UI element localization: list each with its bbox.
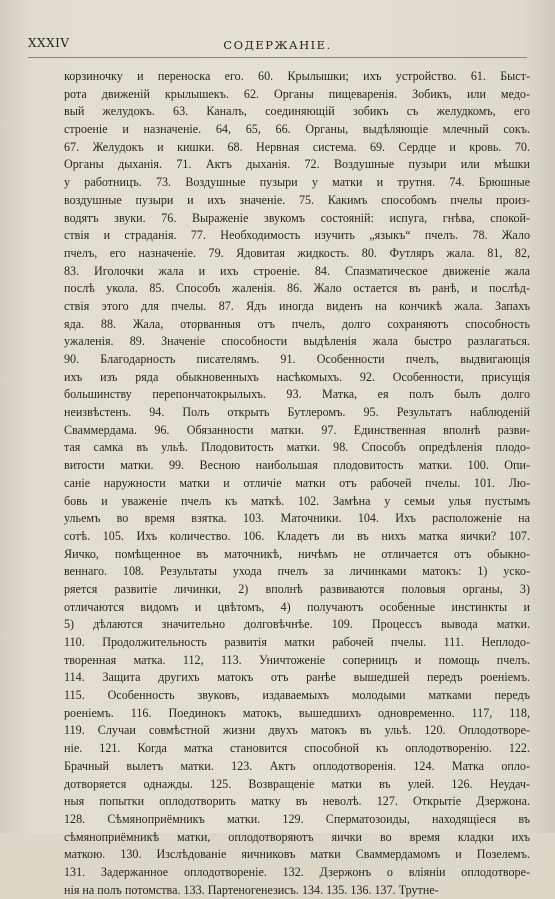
text-line: ніе. 121. Когда матка становится способной къ оплодотворенію. 122. xyxy=(64,741,530,756)
text-line: 128. Сѣмяноприёмникъ матки. 129. Сперматозоиды, находящіеся въ xyxy=(64,811,530,826)
text-line: ныя попытки оплодотворить матку въ неволѣ. 127. Открытіе Дзержона. xyxy=(64,794,530,809)
text-line: маткою. 130. Изслѣдованіе яичниковъ матки Сваммердамомъ и Позелемъ. xyxy=(64,847,530,862)
text-line: ствія и страданія. 77. Необходимость изучить „языкъ“ пчелъ. 78. Жало xyxy=(64,228,530,243)
text-line: сѣмяноприёмникѣ матки, оплодотворяютъ яички во время кладки ихъ xyxy=(64,829,530,844)
text-line: рота движеній крылышекъ. 62. Органы пищеваренія. Зобикъ, или медо- xyxy=(64,86,530,101)
text-line: витости матки. 99. Весною наибольшая плодовитость матки. 100. Опи- xyxy=(64,458,530,473)
text-line: водятъ звуки. 76. Выраженіе звукомъ состояній: испуга, гнѣва, спокой- xyxy=(64,210,530,225)
text-line: большинству перепончатокрылыхъ. 93. Матка, ея полъ былъ долго xyxy=(64,387,530,402)
text-line: 114. Защита другихъ матокъ отъ ранѣе вышедшей передъ роеніемъ. xyxy=(64,670,530,685)
text-line: 131. Задержанное оплодотвореніе. 132. Дзержонъ о вліяніи оплодотворе- xyxy=(64,864,530,879)
text-line: ствія этого для пчелы. 87. Ядъ иногда виденъ на кончикѣ жала. Запахъ xyxy=(64,298,530,313)
text-line: роеніемъ. 116. Поединокъ матокъ, вышедшихъ одновременно. 117, 118, xyxy=(64,705,530,720)
text-line: корзиночку и переноска его. 60. Крылышки; ихъ устройство. 61. Быст- xyxy=(64,69,530,83)
text-line: яда. 88. Жала, оторванныя отъ пчелъ, долго сохраняютъ способность xyxy=(64,316,530,331)
text-line: 115. Особенность звуковъ, издаваемыхъ молодыми матками передъ xyxy=(64,688,530,703)
text-line: 83. Иголочки жала и ихъ строеніе. 84. Спазматическое движеніе жала xyxy=(64,263,530,278)
running-title: СОДЕРЖАНІЕ. xyxy=(223,38,332,52)
text-line: 119. Случаи совмѣстной жизни двухъ матокъ въ ульѣ. 120. Оплодотворе- xyxy=(64,723,530,738)
text-line: ихъ изъ ряда обыкновенныхъ насѣкомыхъ. 92. Особенности, присущія xyxy=(64,369,530,384)
text-line: послѣ укола. 85. Способъ жаленія. 86. Жало остается въ ранѣ, и послѣд- xyxy=(64,281,530,296)
text-line: веннаго. 108. Результаты ухода пчелъ за личинками матокъ: 1) уско- xyxy=(64,564,530,579)
text-line: 110. Продолжительность развитія матки рабочей пчелы. 111. Неплодо- xyxy=(64,635,530,649)
text-line: творенная матка. 112, 113. Уничтоженіе соперницъ и помощь пчелъ. xyxy=(64,652,530,667)
text-line: дотворяется однажды. 125. Возвращеніе матки въ улей. 126. Неудач- xyxy=(64,776,530,791)
text-line: Сваммердама. 96. Обязанности матки. 97. Единственная вполнѣ разви- xyxy=(64,422,530,437)
text-line: 67. Желудокъ и кишки. 68. Нервная система. 69. Сердце и кровь. 70. xyxy=(64,139,530,154)
text-line: бовь и уваженіе пчелъ къ маткѣ. 102. Замѣна у семьи улья пустымъ xyxy=(64,493,530,508)
text-line: воздушные пузыри и ихъ значеніе. 75. Какимъ способомъ пчелы произ- xyxy=(64,192,530,207)
text-line: ужаленія. 89. Значеніе способности выдѣленія жала быстро разлагаться. xyxy=(64,334,530,349)
text-line: неизвѣстенъ. 94. Полъ открыть Бутлеромъ. 95. Результатъ наблюденій xyxy=(64,405,530,420)
text-line: строеніе и назначеніе. 64, 65, 66. Органы, выдѣляющіе млечный сокъ. xyxy=(64,122,530,137)
text-line: Яичко, помѣщенное въ маточникѣ, ничѣмъ не отличается отъ обыкно- xyxy=(64,546,530,561)
text-line: ульемъ во время взятка. 103. Маточники. 104. Ихъ расположеніе на xyxy=(64,511,530,526)
page-number: XXXIV xyxy=(28,36,70,50)
text-line: пчелъ, его назначеніе. 79. Ядовитая жидкость. 80. Футляръ жала. 81, 82, xyxy=(64,245,530,260)
text-line: отличаются видомъ и цвѣтомъ, 4) получаютъ особенные инстинкты и xyxy=(64,599,530,614)
table-of-contents-text xyxy=(64,68,530,899)
text-line: нія на полъ потомства. 133. Партеногенезисъ. 134. 135. 136. 137. Трутне- xyxy=(64,882,439,897)
text-line: сотѣ. 105. Ихъ количество. 106. Кладетъ ли въ нихъ матка яички? 107. xyxy=(64,528,530,543)
header-rule xyxy=(28,57,527,58)
text-line: Брачный вылетъ матки. 123. Актъ оплодотворенія. 124. Матка опло- xyxy=(64,758,530,773)
text-line: 5) дѣлаются значительно долговѣчнѣе. 109. Процессъ вывода матки. xyxy=(64,617,530,632)
text-line: Органы дыханія. 71. Актъ дыханія. 72. Воздушные пузыри или мѣшки xyxy=(64,157,530,172)
text-line: тая самка въ ульѣ. Плодовитость матки. 98. Способъ опредѣленія плодо- xyxy=(64,440,530,455)
text-line: у работницъ. 73. Воздушные пузыри у матки и трутня. 74. Брюшные xyxy=(64,175,530,190)
text-line: вый желудокъ. 63. Каналъ, соединяющій зобикъ съ желудкомъ, его xyxy=(64,104,530,119)
text-line: саніе наружности матки и отличіе матки отъ рабочей пчелы. 101. Лю- xyxy=(64,475,530,490)
text-line: 90. Благодарность писателямъ. 91. Особенности пчелъ, выдвигающія xyxy=(64,352,530,366)
text-line: ряется развитіе личинки, 2) вполнѣ развиваются половыя органы, 3) xyxy=(64,581,530,596)
